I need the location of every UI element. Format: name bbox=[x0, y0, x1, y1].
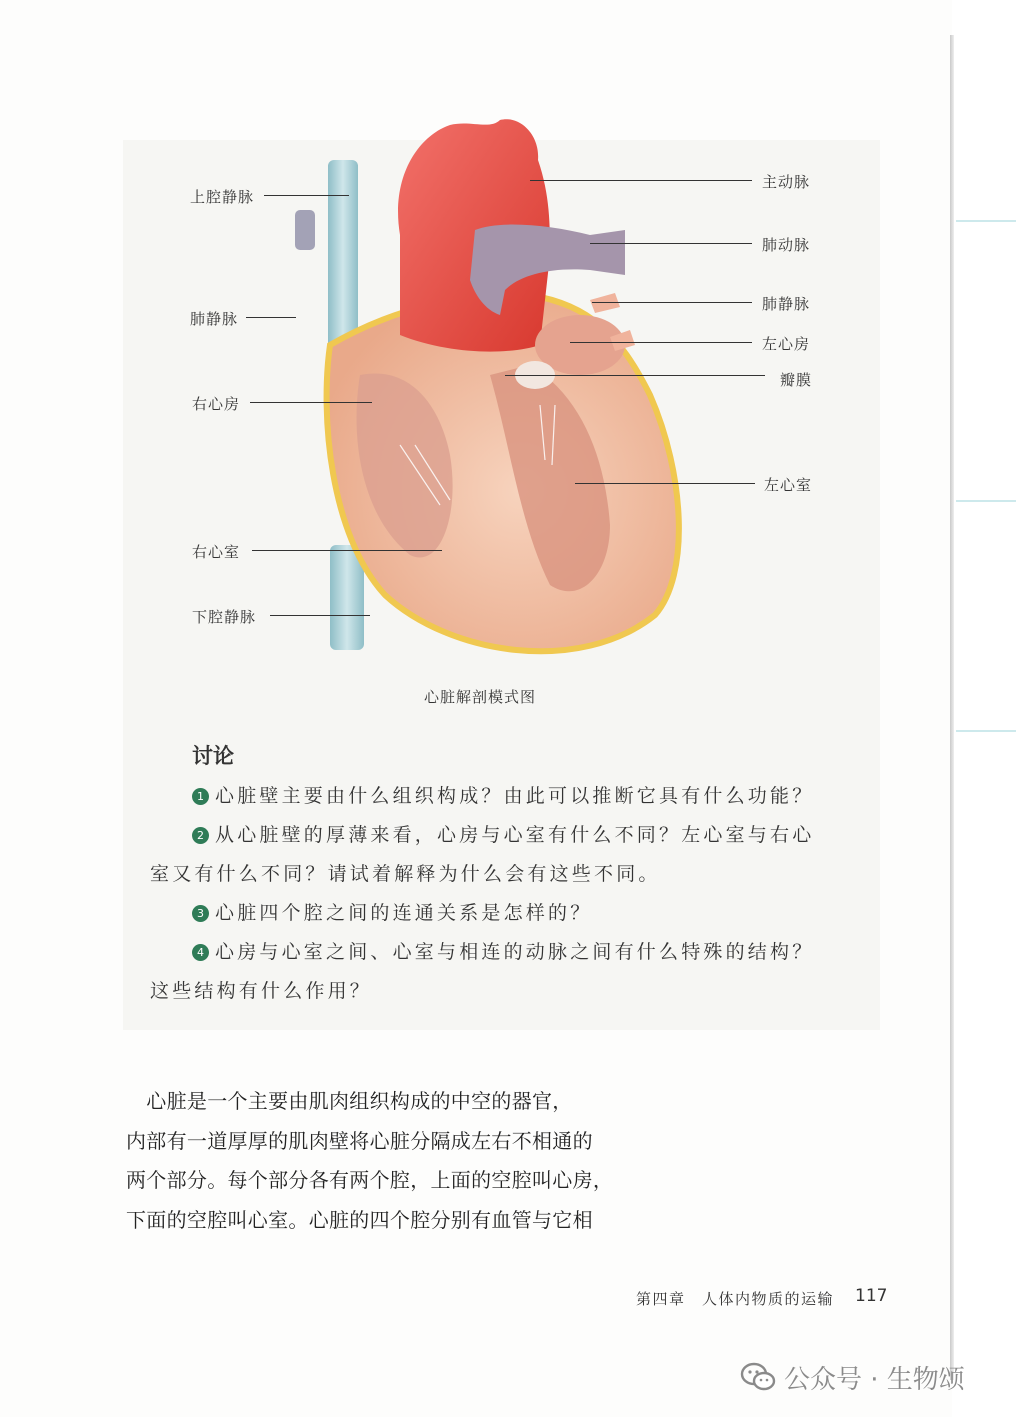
label-pulmonary-artery: 肺动脉 bbox=[762, 236, 811, 254]
label-left-ventricle: 左心室 bbox=[764, 476, 813, 494]
number-badge-4: 4 bbox=[192, 944, 209, 961]
discussion-question-2 bbox=[192, 820, 814, 847]
label-left-atrium: 左心房 bbox=[762, 335, 811, 353]
page-number: 117 bbox=[855, 1286, 888, 1306]
pulmonary-vein-right bbox=[590, 293, 620, 313]
pulmonary-vein-stub bbox=[295, 210, 315, 250]
number-badge-3: 3 bbox=[192, 905, 209, 922]
label-inferior-vena-cava: 下腔静脉 bbox=[192, 608, 257, 626]
body-paragraph bbox=[126, 1082, 656, 1240]
label-superior-vena-cava: 上腔静脉 bbox=[190, 188, 255, 206]
question-text: 心房与心室之间、心室与相连的动脉之间有什么特殊的结构？ bbox=[215, 941, 815, 963]
leader-line bbox=[575, 483, 755, 484]
label-aorta: 主动脉 bbox=[762, 173, 811, 191]
leader-line bbox=[570, 342, 752, 343]
watermark-text: 公众号 · 生物颂 bbox=[784, 1364, 965, 1395]
side-strip bbox=[956, 220, 1016, 222]
question-text: 心脏四个腔之间的连通关系是怎样的？ bbox=[215, 902, 593, 924]
number-badge-1: 1 bbox=[192, 788, 209, 805]
leader-line bbox=[252, 550, 442, 551]
question-text: 从心脏壁的厚薄来看，心房与心室有什么不同？左心室与右心 bbox=[215, 824, 815, 846]
leader-line bbox=[250, 402, 372, 403]
leader-line bbox=[592, 302, 752, 303]
wechat-icon bbox=[740, 1362, 776, 1392]
body-line: 内部有一道厚厚的肌肉壁将心脏分隔成左右不相通的 bbox=[126, 1128, 593, 1153]
watermark bbox=[740, 1357, 965, 1397]
page-edge-shadow bbox=[950, 35, 954, 1380]
label-pulmonary-veins-right: 肺静脉 bbox=[762, 295, 811, 313]
leader-line bbox=[246, 317, 296, 318]
label-right-ventricle: 右心室 bbox=[192, 543, 241, 561]
body-line: 下面的空腔叫心室。心脏的四个腔分别有血管与它相 bbox=[126, 1207, 593, 1232]
number-badge-2: 2 bbox=[192, 827, 209, 844]
heart-illustration bbox=[290, 115, 710, 675]
label-valve: 瓣膜 bbox=[780, 371, 813, 389]
side-strip bbox=[956, 730, 1016, 732]
chapter-title: 第四章 人体内物质的运输 bbox=[636, 1290, 835, 1308]
leader-line bbox=[505, 375, 765, 376]
question-text: 心脏壁主要由什么组织构成？由此可以推断它具有什么功能？ bbox=[215, 785, 815, 807]
side-strip bbox=[956, 500, 1016, 502]
leader-line bbox=[270, 615, 370, 616]
discussion-title: 讨论 bbox=[192, 744, 234, 768]
body-line: 心脏是一个主要由肌肉组织构成的中空的器官， bbox=[126, 1089, 573, 1113]
figure-caption: 心脏解剖模式图 bbox=[423, 688, 536, 706]
leader-line bbox=[590, 243, 752, 244]
label-pulmonary-veins-left: 肺静脉 bbox=[190, 310, 239, 328]
discussion-question-4 bbox=[192, 937, 814, 964]
label-right-atrium: 右心房 bbox=[192, 395, 241, 413]
discussion-question-3 bbox=[192, 898, 592, 925]
leader-line bbox=[530, 180, 752, 181]
discussion-question-1 bbox=[192, 781, 814, 808]
leader-line bbox=[264, 195, 349, 196]
discussion-question-2-cont: 室又有什么不同？请试着解释为什么会有这些不同。 bbox=[150, 863, 661, 885]
discussion-question-4-cont: 这些结构有什么作用？ bbox=[150, 980, 373, 1002]
body-line: 两个部分。每个部分各有两个腔，上面的空腔叫心房， bbox=[126, 1168, 614, 1192]
